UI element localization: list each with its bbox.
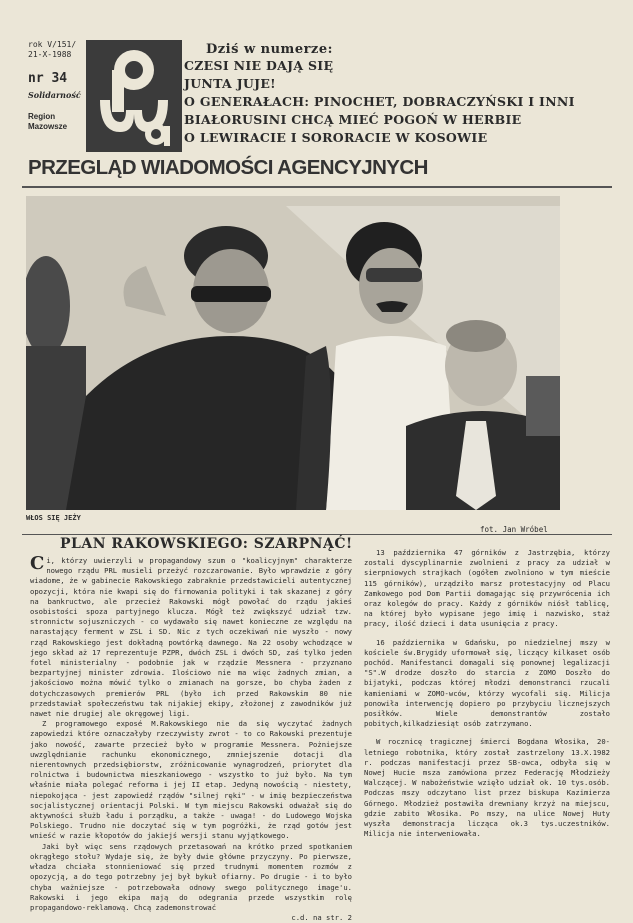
continuation-note: c.d. na str. 2 — [291, 913, 352, 923]
news-item-gdansk: 16 października w Gdańsku, po niedzielnej mszy w kościele św.Brygidy uformował się, liczący kilkaset osób pochód. Manifestanci domagali się ponownej legalizacji "S".W drodze doszło do starcia z ZOMO Doszło do bijatyki, podczas której młodzi demonstranci rzucali kamieniami w ZOMO-wców, którzy wycofali się. Milicja ponowiła interwencję dopiero po przybyciu licznejszych posiłków. Wiele demonstrantów zostało pobitych,kilkadziesiąt osób zatrzymano. — [364, 637, 610, 729]
article-paragraph: Ci, którzy uwierzyli w propagandowy szum o "koalicyjnym" charakterze nowego rządu PRL musieli przeżyć rozczarowanie. Było wprawdzie z góry wiadome, że w gabinecie Rakowskiego zabraknie przedstawicieli autentycznej opozycji, która nie kwapi się do firmowania polityki i tak skazanej z góry na bankructwo, ale przecież Rakowski mógł powołać do rządu jakieś osobistości spoza partyjnego klucza. Mógł też zwiększyć udział tzw. stronnictw sojuszniczych - co wydawało się nawet konieczne ze względu na narastający ferment w ZSL i SD. Nic z tych oczekiwań nie wyszło - nowy rząd Rakowskiego jest dokładną powtórką dawnego. Na 22 osoby wchodzące w jego skład aż 17 reprezentuje PZPR, dwóch ZSL i dwóch SD, zaś tylko jeden fotel ministerialny - podobnie jak w rządzie Messnera - przyznano bezpartyjnej minister zdrowia. Ilościowo nie ma więc żadnych zmian, a jakościowo można mówić tylko o zmianach na gorsze, bo chyba żaden z dotychczasowych premierów PRL (było ich przed Rakowskim 80 nie przedstawiał społeczeństwu tak nijakiej ekipy, złożonej z zawodników już nawet nie drugiej ale okręgowej ligi. — [30, 553, 352, 719]
region-label: Region Mazowsze — [28, 112, 68, 131]
headline-junta: JUNTA JUJE! — [184, 76, 276, 91]
news-photo — [26, 196, 560, 510]
article-paragraph: Z programowego exposé M.Rakowskiego nie da się wyczytać żadnych zapowiedzi które oznaczałyby rzeczywisty zwrot - to co Rakowski prezentuje jako nowość, zawarte przecież było w programie Messnera. Pożniejsze uwzględnianie rachunku ekonomicznego, zmniejszenie dotacji dla nierentownych przedsiębiorstw, zróżnicowanie wynagrodzeń, priorytet dla rolnictwa i budownictwa mieszkaniowego - wszystko to już było. Na tym właśnie miała polegać reforma i jej II etap. Jedyną nowością - niestety, niepokojąca - jest zapowiedź rządów "silnej ręki" - w imię bezpieczeństwa socjalistycznej orientacji Polski. W tym miejscu Rakowski odważał się do aktywności służb ładu i porządku, a także - uwaga! - do Ludowego Wojska Polskiego. Trudno nie doczytać się w tym pogróżki, że rząd gotów jest wnieść w razie kłopotów do jakiejś wersji stanu wyjątkowego. — [30, 719, 352, 841]
pwa-logo — [86, 40, 182, 152]
news-item-nowa-huta: W rocznicę tragicznej śmierci Bogdana Włosika, 20-letniego robotnika, który został zastrzelony 13.X.1982 r. podczas manifestacji przez SB-owca, odbyła się w Nowej Hucie msza zamówiona przez Federację Młodzieży Walczącej. W nabożeństwie wzięło udział ok. 10 tys.osób. Podczas mszy odczytano list przez biskupa Kazimierza Górnego. Młodzież postawiła drewniany krzyż na miejscu, gdzie zabito Włosika. Po mszy, na ulice Nowej Huty wyszła demonstracja licząca ok.3 tys.uczestników. Milicja nie interweniowała. — [364, 737, 610, 839]
photo-caption: WŁOS SIĘ JEŻY — [26, 514, 81, 522]
issue-info — [28, 40, 88, 132]
article-left-column — [30, 553, 352, 923]
article-paragraph: Jaki był więc sens rządowych przetasowań na krótko przed spotkaniem okrągłego stołu? Wydaje się, że były dwie główne przyczyny. Po pierwsze, władza chciała stonnieniować się przed trudnymi momentem rozmów z opozycją, a do tego potrzebny jej był bykuł ofiarny. Po drugie - i to było chyba ważniejsze - potrzebowała odnowy swego politycznego image'u. Rakowski i jego ekipa mają do odegrania przede wszystkim rolę propagandowo-reklamową. Chcą zademonstrować — [30, 841, 352, 912]
news-item-jastrzebie: 13 października 47 górników z Jastrzębia, którzy zostali dyscyplinarnie zwolnieni z pracy za udział w sierpniowych strajkach (ogółem zwolniono w tym mieście 115 górników), urządziło marsz protestacyjny od Placu Zamkowego pod Dom Partii domagając się przywrócenia ich oraz kolegów do pracy. Każdy z górników niósł tablicę, na której było wypisane jego imię i nazwisko, staż pracy, ilość dzieci i data usunięcia z pracy. — [364, 548, 610, 629]
solidarnosc-brand: Solidarność — [28, 90, 81, 100]
photo-divider — [22, 534, 612, 535]
news-right-column — [364, 548, 610, 847]
masthead-divider — [22, 186, 612, 188]
issue-number: nr 34 — [28, 71, 68, 86]
headline-kosowo: O LEWIRACIE I SORORACIE W KOSOWIE — [184, 130, 488, 145]
headline-czesi: CZESI NIE DAJĄ SIĘ — [184, 58, 334, 73]
article-title: PLAN RAKOWSKIEGO: SZARPNĄĆ! — [60, 536, 353, 552]
photo-credit: fot. Jan Wróbel — [480, 525, 548, 534]
dropcap: C — [30, 553, 45, 574]
headline-bialorusini: BIAŁORUSINI CHCĄ MIEĆ POGOŃ W HERBIE — [184, 112, 522, 127]
year-issue: rok V/151/ — [28, 40, 77, 49]
headline-generalach: O GENERAŁACH: PINOCHET, DOBRACZYŃSKI I INNI — [184, 94, 575, 109]
contents-box — [184, 42, 604, 147]
issue-date: 21-X-1988 — [28, 50, 72, 59]
contents-intro: Dziś w numerze: — [206, 42, 333, 57]
publication-title: PRZEGLĄD WIADOMOŚCI AGENCYJNYCH — [28, 156, 428, 179]
